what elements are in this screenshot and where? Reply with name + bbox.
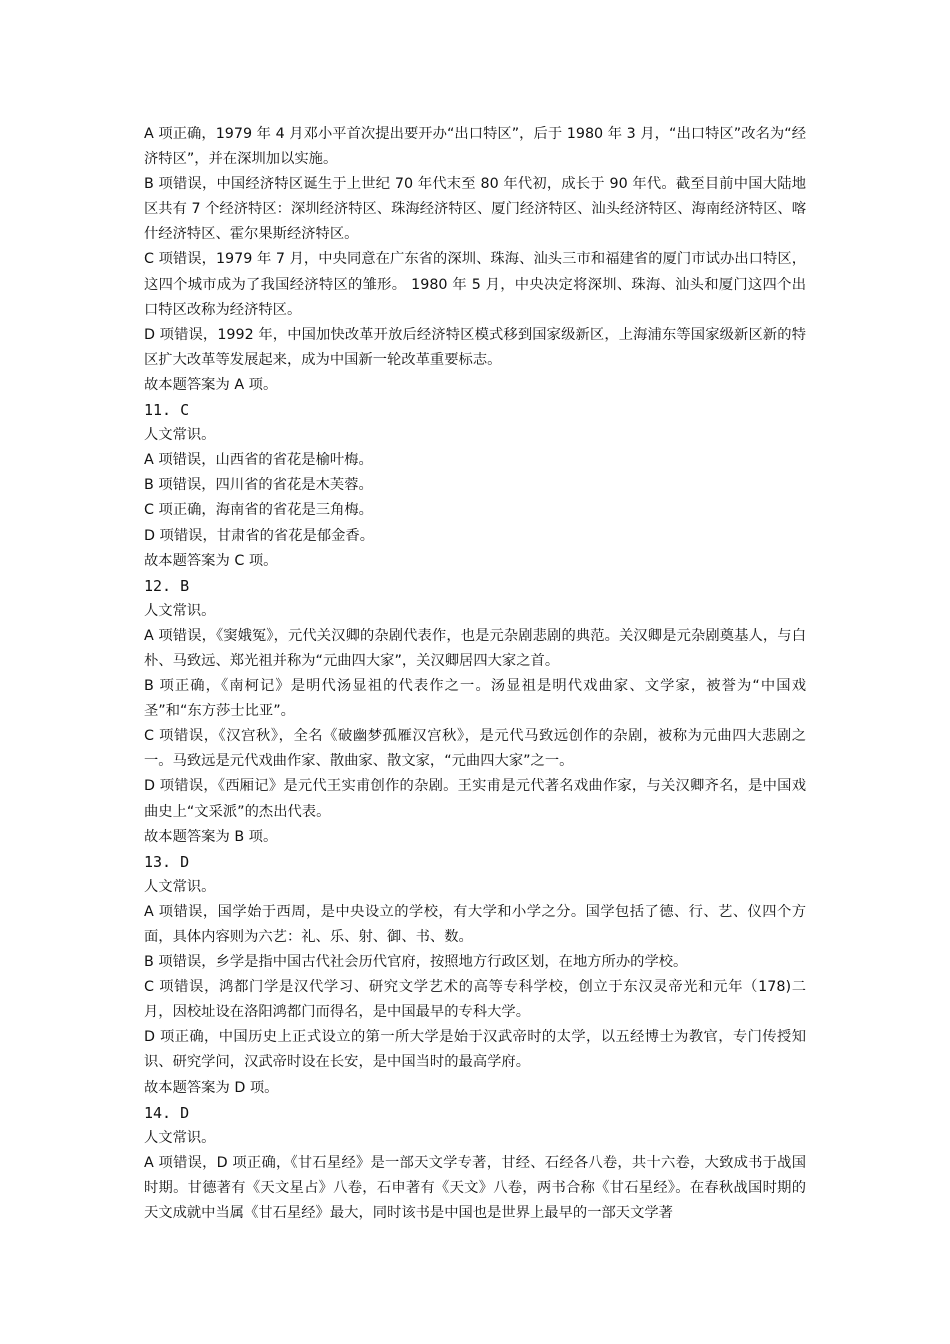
paragraph: A 项错误，《窦娥冤》，元代关汉卿的杂剧代表作，也是元杂剧悲剧的典范。关汉卿是元杂剧奠基人，与白朴、马致远、郑光祖并称为“元曲四大家”，关汉卿居四大家之首。 xyxy=(144,627,806,669)
question-number: 14. D xyxy=(144,1103,190,1122)
paragraph: B 项错误，乡学是指中国古代社会历代官府，按照地方行政区划，在地方所办的学校。 xyxy=(144,954,688,971)
paragraph: D 项错误，1992 年，中国加快改革开放后经济特区模式移到国家级新区，上海浦东等国家级新区新的特区扩大改革等发展起来，成为中国新一轮改革重要标志。 xyxy=(144,326,806,368)
paragraph: A 项错误，D 项正确，《甘石星经》是一部天文学专著，甘经、石经各八卷，共十六卷，大致成书于战国时期。甘德著有《天文星占》八卷，石申著有《天文》八卷，两书合称《甘石星经》。在春秋战国时期的天文成就中当属《甘石星经》最大，同时该书是中国也是世界上最早的一部天文学著 xyxy=(144,1154,806,1222)
paragraph: C 项正确，海南省的省花是三角梅。 xyxy=(144,502,373,519)
answer-line: 故本题答案为 D 项。 xyxy=(144,1079,279,1096)
document-page xyxy=(144,122,806,1226)
answer-line: 故本题答案为 A 项。 xyxy=(144,376,278,393)
answer-line: 故本题答案为 C 项。 xyxy=(144,552,278,569)
question-number: 12. B xyxy=(144,576,190,595)
paragraph: D 项正确，中国历史上正式设立的第一所大学是始于汉武帝时的太学，以五经博士为教官，专门传授知识、研究学问，汉武帝时设在长安，是中国当时的最高学府。 xyxy=(144,1029,806,1071)
category-label: 人文常识。 xyxy=(144,602,216,619)
question-number: 13. D xyxy=(144,852,190,871)
paragraph: B 项正确，《南柯记》是明代汤显祖的代表作之一。汤显祖是明代戏曲家、文学家，被誉为“中国戏圣”和“东方莎士比亚”。 xyxy=(144,678,806,720)
paragraph: C 项错误，《汉宫秋》，全名《破幽梦孤雁汉宫秋》，是元代马致远创作的杂剧，被称为元曲四大悲剧之一。马致远是元代戏曲作家、散曲家、散文家，“元曲四大家”之一。 xyxy=(144,728,806,770)
answer-line: 故本题答案为 B 项。 xyxy=(144,828,278,845)
paragraph: D 项错误，甘肃省的省花是郁金香。 xyxy=(144,527,375,544)
category-label: 人文常识。 xyxy=(144,427,216,444)
paragraph: B 项错误，四川省的省花是木芙蓉。 xyxy=(144,477,373,494)
paragraph: A 项正确，1979 年 4 月邓小平首次提出要开办“出口特区”，后于 1980 年 3 月，“出口特区”改名为“经济特区”，并在深圳加以实施。 xyxy=(144,126,806,168)
paragraph: C 项错误，1979 年 7 月，中央同意在广东省的深圳、珠海、汕头三市和福建省的厦门市试办出口特区，这四个城市成为了我国经济特区的雏形。 1980 年 5 月，中央决定将深圳、珠海、汕头和厦门这四个出口特区改称为经济特区。 xyxy=(144,251,806,318)
paragraph: D 项错误，《西厢记》是元代王实甫创作的杂剧。王实甫是元代著名戏曲作家，与关汉卿齐名，是中国戏曲史上“文采派”的杰出代表。 xyxy=(144,778,806,820)
paragraph: A 项错误，国学始于西周，是中央设立的学校，有大学和小学之分。国学包括了德、行、艺、仪四个方面，具体内容则为六艺：礼、乐、射、御、书、数。 xyxy=(144,903,806,945)
paragraph: C 项错误，鸿都门学是汉代学习、研究文学艺术的高等专科学校，创立于东汉灵帝光和元年（178)二月，因校址设在洛阳鸿都门而得名，是中国最早的专科大学。 xyxy=(144,979,806,1021)
category-label: 人文常识。 xyxy=(144,1129,216,1146)
category-label: 人文常识。 xyxy=(144,878,216,895)
paragraph: B 项错误，中国经济特区诞生于上世纪 70 年代末至 80 年代初，成长于 90 年代。截至目前中国大陆地区共有 7 个经济特区：深圳经济特区、珠海经济特区、厦门经济特区、汕头经济特区、海南经济特区、喀什经济特区、霍尔果斯经济特区。 xyxy=(144,176,806,243)
paragraph: A 项错误，山西省的省花是榆叶梅。 xyxy=(144,452,373,469)
question-number: 11. C xyxy=(144,401,190,420)
